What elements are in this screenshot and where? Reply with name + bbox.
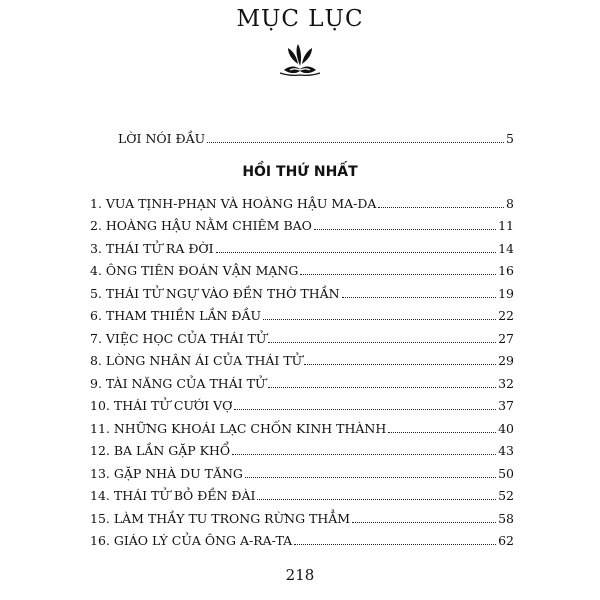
toc-entry-page: 32: [498, 376, 514, 391]
toc-dot-leader: [388, 432, 496, 433]
toc-entry-label: 3. THÁI TỬ RA ĐỜI: [90, 241, 214, 256]
toc-entry-page: 11: [498, 218, 514, 233]
toc-dot-leader: [300, 274, 496, 275]
toc-entry-foreword[interactable]: [118, 131, 514, 147]
toc-entry-page: 14: [498, 241, 514, 256]
toc-entry-page: 22: [498, 308, 514, 323]
toc-dot-leader: [314, 229, 496, 230]
toc-entry-label: 8. LÒNG NHÂN ÁI CỦA THÁI TỬ: [90, 353, 303, 368]
toc-entry-page: 16: [498, 263, 514, 278]
toc-entry-page: 40: [498, 421, 514, 436]
toc-entry-page: 37: [498, 398, 514, 413]
toc-entry-label: 9. TÀI NĂNG CỦA THÁI TỬ: [90, 376, 266, 391]
toc-dot-leader: [263, 319, 496, 320]
toc-entry-label: 14. THÁI TỬ BỎ ĐỀN ĐÀI: [90, 488, 256, 503]
toc-entry[interactable]: [90, 331, 514, 347]
toc-dot-leader: [268, 342, 496, 343]
toc-entry[interactable]: [90, 196, 514, 212]
toc-dot-leader: [257, 499, 496, 500]
page-number: 218: [285, 566, 315, 584]
toc-entry[interactable]: [90, 286, 514, 302]
toc-dot-leader: [378, 207, 504, 208]
toc-entry-label: 12. BA LẦN GẶP KHỔ: [90, 443, 231, 458]
toc-dot-leader: [304, 364, 496, 365]
toc-dot-leader: [268, 387, 497, 388]
toc-entry[interactable]: [90, 533, 514, 549]
toc-dot-leader: [232, 454, 496, 455]
toc-entry-page: 62: [498, 533, 514, 548]
section-heading: HỒI THỨ NHẤT: [242, 164, 358, 180]
toc-dot-leader: [245, 477, 496, 478]
toc-entry[interactable]: [90, 263, 514, 279]
toc-entry-label: 6. THAM THIỀN LẦN ĐẦU: [90, 308, 262, 323]
toc-entry[interactable]: [90, 488, 514, 504]
toc-entry-label: 2. HOÀNG HẬU NẰM CHIÊM BAO: [90, 218, 312, 233]
toc-entry-page: 27: [498, 331, 514, 346]
toc-entry-page: 8: [506, 196, 514, 211]
toc-entry[interactable]: [90, 511, 514, 527]
toc-dot-leader: [234, 409, 496, 410]
toc-entry-page: 58: [498, 511, 514, 526]
toc-entry-label: 4. ÔNG TIÊN ĐOÁN VẬN MẠNG: [90, 263, 299, 278]
toc-entry-label: 11. NHỮNG KHOÁI LẠC CHỐN KINH THÀNH: [90, 421, 387, 436]
toc-dot-leader: [294, 544, 496, 545]
toc-entry[interactable]: [90, 398, 514, 414]
toc-entry-label: 16. GIÁO LÝ CỦA ÔNG A-RA-TA: [90, 533, 293, 548]
toc-entry-page: 29: [498, 353, 514, 368]
toc-entry[interactable]: [90, 376, 514, 392]
toc-entry-page: 5: [506, 131, 514, 146]
toc-entry[interactable]: [90, 421, 514, 437]
toc-entry[interactable]: [90, 466, 514, 482]
toc-dot-leader: [342, 297, 497, 298]
toc-entry-page: 19: [498, 286, 514, 301]
toc-entry-page: 43: [498, 443, 514, 458]
toc-entry-page: 50: [498, 466, 514, 481]
toc-dot-leader: [207, 142, 504, 143]
toc-entry[interactable]: [90, 443, 514, 459]
toc-entry-label: 13. GẶP NHÀ DU TĂNG: [90, 466, 243, 481]
toc-entry[interactable]: [90, 241, 514, 257]
page-title: MỤC LỤC: [236, 6, 364, 32]
toc-entry-label: 7. VIỆC HỌC CỦA THÁI TỬ: [90, 331, 267, 346]
toc-entry[interactable]: [90, 353, 514, 369]
toc-entry-label: 10. THÁI TỬ CƯỚI VỢ: [90, 398, 233, 413]
toc-dot-leader: [352, 522, 496, 523]
toc-entry-page: 52: [498, 488, 514, 503]
toc-entry[interactable]: [90, 308, 514, 324]
toc-entry-label: 15. LÀM THẦY TU TRONG RỪNG THẲM: [90, 511, 351, 526]
toc-entry-label: LỜI NÓI ĐẦU: [118, 131, 206, 146]
toc-dot-leader: [216, 252, 496, 253]
lotus-ornament-icon: [276, 40, 324, 80]
toc-entry-label: 5. THÁI TỬ NGỰ VÀO ĐỀN THỜ THẦN: [90, 286, 340, 301]
toc-entry[interactable]: [90, 218, 514, 234]
toc-entry-label: 1. VUA TỊNH-PHẠN VÀ HOÀNG HẬU MA-DA: [90, 196, 377, 211]
